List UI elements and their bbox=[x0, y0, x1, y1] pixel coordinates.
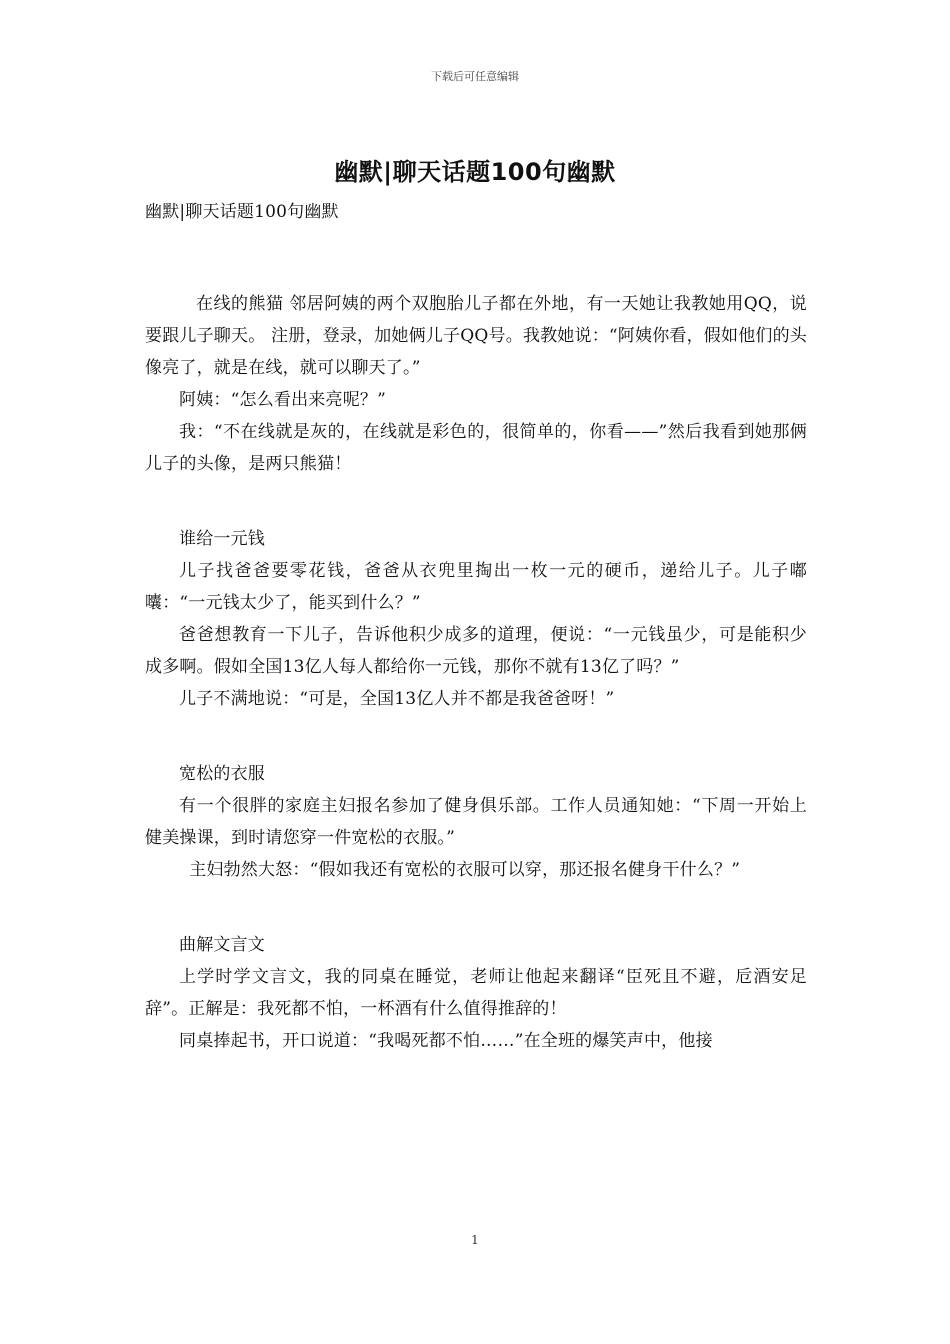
paragraph: 我：“不在线就是灰的，在线就是彩色的，很简单的，你看——”然后我看到她那俩儿子的头像，是两只熊猫！ bbox=[145, 422, 807, 474]
paragraph: 儿子找爸爸要零花钱，爸爸从衣兜里掏出一枚一元的硬币，递给儿子。儿子嘟囔：“一元钱太少了，能买到什么？” bbox=[145, 561, 807, 613]
document-subtitle: 幽默|聊天话题100句幽默 bbox=[145, 202, 339, 222]
section-spacer bbox=[145, 886, 807, 929]
paragraph: 爸爸想教育一下儿子，告诉他积少成多的道理，便说：“一元钱虽少，可是能积少成多啊。假如全国13亿人每人都给你一元钱，那你不就有13亿了吗？” bbox=[145, 625, 807, 677]
document-title: 幽默|聊天话题100句幽默 bbox=[334, 158, 616, 186]
paragraph: 在线的熊猫 邻居阿姨的两个双胞胎儿子都在外地，有一天她让我教她用QQ，说要跟儿子聊天。 注册，登录，加她俩儿子QQ号。我教她说：“阿姨你看，假如他们的头像亮了，就是在线，就可以聊天了。” bbox=[145, 294, 807, 378]
section-spacer bbox=[145, 228, 807, 288]
paragraph: 阿姨：“怎么看出来亮呢？” bbox=[179, 390, 386, 410]
paragraph: 上学时学文言文，我的同桌在睡觉，老师让他起来翻译“臣死且不避，卮酒安足辞”。正解是：我死都不怕，一杯酒有什么值得推辞的！ bbox=[145, 967, 807, 1019]
header-note: 下载后可任意编辑 bbox=[431, 70, 519, 83]
document-body bbox=[145, 196, 807, 1057]
page-number: 1 bbox=[471, 1233, 479, 1247]
paragraph: 儿子不满地说：“可是，全国13亿人并不都是我爸爸呀！” bbox=[179, 689, 615, 709]
paragraph: 有一个很胖的家庭主妇报名参加了健身俱乐部。工作人员通知她：“下周一开始上健美操课，到时请您穿一件宽松的衣服。” bbox=[145, 796, 807, 848]
section-spacer bbox=[145, 715, 807, 758]
section-heading: 曲解文言文 bbox=[179, 935, 265, 955]
paragraph: 同桌捧起书，开口说道：“我喝死都不怕……”在全班的爆笑声中，他接 bbox=[179, 1031, 713, 1051]
section-heading: 谁给一元钱 bbox=[179, 529, 265, 549]
section-spacer bbox=[145, 480, 807, 523]
paragraph: 主妇勃然大怒：“假如我还有宽松的衣服可以穿，那还报名健身干什么？” bbox=[189, 860, 741, 880]
section-heading: 宽松的衣服 bbox=[179, 764, 265, 784]
